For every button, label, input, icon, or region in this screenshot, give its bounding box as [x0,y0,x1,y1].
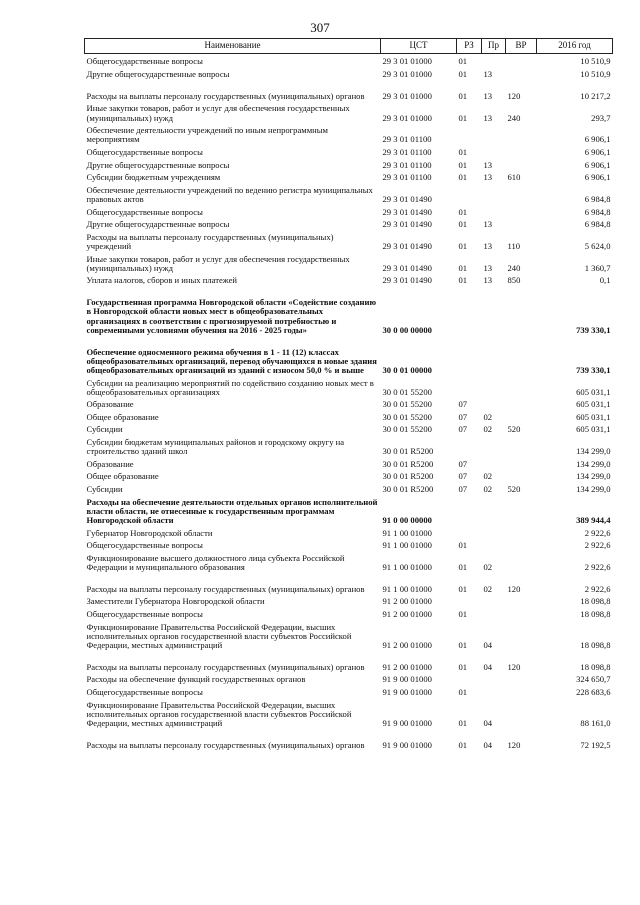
row-name: Функционирование Правительства Российской Федерации, высших исполнительных органов государственной власти субъектов Российской Федерации, местных администраций [86,621,352,651]
row-amount: 6 906,1 [584,146,611,157]
row-rz-code: 01 [458,583,468,594]
table-row [85,672,613,685]
row-name: Общегосударственные вопросы [86,206,203,217]
row-pr-code: 13 [483,240,493,251]
column-header-year: 2016 год [537,39,613,54]
row-amount: 10 217,2 [580,90,611,101]
row-name: Губернатор Новгородской области [86,527,213,538]
row-name: Образование [86,399,134,410]
row-amount: 18 098,8 [580,596,611,607]
row-cst-code: 91 2 00 01000 [382,640,432,651]
table-row [85,456,613,469]
row-amount: 605 031,1 [576,386,611,397]
row-vr-code [506,594,537,607]
row-name: Субсидии бюджетам муниципальных районов и городскому округу на строительство зданий школ [86,437,345,457]
row-rz-code: 01 [458,206,468,217]
row-pr-code: 02 [483,471,493,482]
row-name: Общее образование [86,471,159,482]
row-pr-code: 04 [483,718,493,729]
table-row [85,728,613,750]
row-cst-code: 30 0 00 00000 [382,324,432,335]
row-name: Общегосударственные вопросы [86,687,203,698]
row-name: Заместители Губернатора Новгородской области [86,596,265,607]
row-pr-code: 13 [483,219,493,230]
page-number: 307 [310,20,330,35]
row-pr-code [482,145,506,158]
row-rz-code: 01 [458,718,468,729]
row-pr-code: 04 [483,661,493,672]
table-row [85,650,613,672]
row-rz-code: 07 [458,471,468,482]
row-name: Другие общегосударственные вопросы [86,219,230,230]
row-name: Образование [86,458,134,469]
row-rz-code: 01 [458,262,468,273]
row-vr-code [506,607,537,620]
row-pr-code: 04 [483,739,493,750]
row-cst-code: 91 9 00 01000 [382,674,432,685]
row-name: Субсидии на реализацию мероприятий по содействию созданию новых мест в общеобразовательных организациях [86,377,374,397]
row-amount: 389 944,4 [576,515,611,526]
table-row [85,607,613,620]
row-amount: 739 330,1 [576,324,611,335]
row-rz-code [457,182,482,204]
row-cst-code: 30 0 01 R5200 [382,446,434,457]
row-cst-code: 30 0 01 55200 [382,411,432,422]
row-name: Уплата налогов, сборов и иных платежей [86,275,238,286]
row-pr-code: 13 [483,90,493,101]
column-header-rz: РЗ [457,39,482,54]
row-amount: 134 299,0 [576,458,611,469]
row-amount: 134 299,0 [576,471,611,482]
row-rz-code: 01 [458,540,468,551]
row-name: Государственная программа Новгородской области «Содействие созданию в Новгородской области новых мест в общеобразовательных организациях в соответствии с прогнозируемой потребностью и современными условиями обучения на 2016 - 2025 годы» [86,297,377,335]
row-name: Субсидии бюджетным учреждениям [86,172,221,183]
row-amount: 605 031,1 [576,411,611,422]
row-rz-code: 01 [458,640,468,651]
row-vr-code [506,145,537,158]
row-name: Расходы на выплаты персоналу государственных (муниципальных) органов [86,90,365,101]
row-pr-code [482,494,506,525]
row-cst-code: 30 0 01 00000 [382,364,432,375]
row-amount: 88 161,0 [580,718,611,729]
row-amount: 6 984,8 [584,193,611,204]
column-header-vr: ВР [506,39,537,54]
row-vr-code [506,335,537,375]
row-rz-code [457,335,482,375]
row-pr-code [482,375,506,397]
row-rz-code: 01 [458,112,468,123]
row-amount: 324 650,7 [576,674,611,685]
row-vr-code: 610 [507,172,521,183]
table-row [85,170,613,183]
row-pr-code: 13 [483,172,493,183]
table-row [85,697,613,728]
table-row [85,685,613,698]
column-header-pr: Пр [482,39,506,54]
table-row [85,79,613,101]
row-vr-code [506,538,537,551]
table-row [85,101,613,123]
row-pr-code: 02 [483,583,493,594]
row-amount: 10 510,9 [580,56,611,67]
row-cst-code: 91 9 00 01000 [382,718,432,729]
row-amount: 2 922,6 [584,562,611,573]
row-cst-code: 29 3 01 01100 [382,134,432,145]
row-rz-code: 01 [458,739,468,750]
row-vr-code [506,157,537,170]
row-pr-code [482,435,506,457]
table-body [85,54,613,751]
row-pr-code [482,335,506,375]
table-row [85,54,613,67]
row-amount: 6 906,1 [584,172,611,183]
row-vr-code [506,54,537,67]
table-row [85,123,613,145]
row-name: Иные закупки товаров, работ и услуг для обеспечения государственных (муниципальных) нужд [86,253,350,273]
row-amount: 6 984,8 [584,206,611,217]
row-pr-code [482,204,506,217]
row-amount: 228 683,6 [576,687,611,698]
row-pr-code: 13 [483,68,493,79]
table-row [85,482,613,495]
row-amount: 134 299,0 [576,446,611,457]
row-amount: 0,1 [599,275,611,286]
row-vr-code: 120 [507,661,521,672]
row-vr-code: 850 [507,275,521,286]
table-row [85,204,613,217]
row-cst-code: 91 9 00 01000 [382,739,432,750]
row-vr-code: 520 [507,424,521,435]
row-cst-code: 29 3 01 01000 [382,112,432,123]
row-name: Общегосударственные вопросы [86,146,203,157]
row-vr-code [506,435,537,457]
row-cst-code: 91 1 00 01000 [382,527,432,538]
row-pr-code: 13 [483,262,493,273]
row-rz-code: 01 [458,661,468,672]
row-cst-code: 91 1 00 01000 [382,562,432,573]
table-row [85,335,613,375]
row-rz-code: 01 [458,219,468,230]
row-amount: 293,7 [591,112,611,123]
row-rz-code [457,123,482,145]
row-amount: 2 922,6 [584,583,611,594]
row-rz-code: 07 [458,484,468,495]
table-row [85,538,613,551]
row-pr-code [482,182,506,204]
row-name: Субсидии [86,484,123,495]
row-pr-code [482,286,506,335]
row-cst-code: 29 3 01 01490 [382,219,432,230]
row-pr-code [482,397,506,410]
row-pr-code [482,672,506,685]
row-vr-code [506,697,537,728]
row-vr-code [506,67,537,80]
row-rz-code [457,494,482,525]
row-name: Обеспечение деятельности учреждений по ведению регистра муниципальных правовых актов [86,184,373,204]
table-row [85,273,613,286]
row-vr-code [506,456,537,469]
row-cst-code: 30 0 01 55200 [382,399,432,410]
table-row [85,217,613,230]
row-cst-code: 29 3 01 01000 [382,68,432,79]
row-name: Общегосударственные вопросы [86,540,203,551]
row-rz-code: 07 [458,411,468,422]
row-amount: 1 360,7 [584,262,611,273]
table-row [85,572,613,594]
row-rz-code [457,594,482,607]
column-header-name: Наименование [85,39,381,54]
row-vr-code [506,550,537,572]
row-vr-code [506,123,537,145]
row-name: Расходы на обеспечение функций государственных органов [86,674,306,685]
row-rz-code: 07 [458,424,468,435]
row-amount: 5 624,0 [584,240,611,251]
row-amount: 72 192,5 [580,739,611,750]
row-vr-code: 120 [507,583,521,594]
table-row [85,182,613,204]
table-row [85,594,613,607]
row-pr-code: 02 [483,424,493,435]
row-name: Функционирование высшего должностного лица субъекта Российской Федерации и муниципального образования [86,552,345,573]
row-vr-code: 120 [507,90,521,101]
row-cst-code: 91 1 00 01000 [382,583,432,594]
row-amount: 10 510,9 [580,68,611,79]
row-cst-code: 30 0 01 R5200 [382,484,434,495]
row-name: Субсидии [86,424,123,435]
row-rz-code: 01 [458,159,468,170]
row-rz-code: 01 [458,90,468,101]
row-cst-code: 29 3 01 01490 [382,240,432,251]
row-pr-code [482,538,506,551]
row-cst-code: 30 0 01 R5200 [382,458,434,469]
table-header-row [85,39,613,54]
row-rz-code: 01 [458,275,468,286]
row-pr-code: 13 [483,275,493,286]
table-row [85,67,613,80]
row-name: Расходы на выплаты персоналу государственных (муниципальных) органов [86,739,365,750]
row-amount: 6 906,1 [584,134,611,145]
row-rz-code [457,286,482,335]
table-row [85,619,613,650]
row-name: Другие общегосударственные вопросы [86,159,230,170]
row-pr-code: 02 [483,411,493,422]
row-vr-code: 520 [507,484,521,495]
row-cst-code: 30 0 01 55200 [382,424,432,435]
row-pr-code [482,594,506,607]
row-cst-code: 29 3 01 01490 [382,275,432,286]
row-amount: 6 906,1 [584,159,611,170]
row-amount: 605 031,1 [576,424,611,435]
row-amount: 18 098,8 [580,640,611,651]
row-vr-code [506,182,537,204]
row-name: Расходы на выплаты персоналу государственных (муниципальных) органов [86,583,365,594]
row-rz-code: 01 [458,609,468,620]
row-cst-code: 91 2 00 01000 [382,609,432,620]
row-cst-code: 29 3 01 01490 [382,206,432,217]
row-cst-code: 29 3 01 01000 [382,90,432,101]
row-cst-code: 30 0 01 55200 [382,386,432,397]
row-rz-code: 07 [458,458,468,469]
row-cst-code: 91 2 00 01000 [382,661,432,672]
row-amount: 18 098,8 [580,661,611,672]
row-amount: 18 098,8 [580,609,611,620]
row-vr-code: 120 [507,739,521,750]
row-pr-code [482,54,506,67]
row-name: Другие общегосударственные вопросы [86,68,230,79]
column-header-cst: ЦСТ [381,39,457,54]
row-amount: 2 922,6 [584,540,611,551]
row-rz-code [457,375,482,397]
table-row [85,157,613,170]
row-pr-code [482,456,506,469]
row-rz-code: 01 [458,146,468,157]
row-name: Иные закупки товаров, работ и услуг для обеспечения государственных (муниципальных) нужд [86,103,350,123]
row-vr-code [506,410,537,423]
row-pr-code [482,685,506,698]
row-rz-code: 01 [458,172,468,183]
row-vr-code [506,494,537,525]
table-row [85,145,613,158]
row-name: Общегосударственные вопросы [86,609,203,620]
row-pr-code: 13 [483,112,493,123]
row-vr-code [506,525,537,538]
row-pr-code: 02 [483,562,493,573]
row-name: Расходы на выплаты персоналу государственных (муниципальных) органов [86,661,365,672]
table-row [85,397,613,410]
row-cst-code: 30 0 01 R5200 [382,471,434,482]
table-row [85,469,613,482]
row-rz-code [457,525,482,538]
row-cst-code: 91 0 00 00000 [382,515,432,526]
row-vr-code [506,397,537,410]
budget-table [84,38,613,750]
table-row [85,525,613,538]
row-rz-code: 07 [458,399,468,410]
table-row [85,251,613,273]
row-vr-code [506,469,537,482]
row-pr-code [482,123,506,145]
table-row [85,410,613,423]
row-vr-code: 110 [507,240,521,251]
table-row [85,422,613,435]
row-rz-code: 01 [458,687,468,698]
row-cst-code: 29 3 01 01100 [382,159,432,170]
table-row [85,375,613,397]
row-cst-code: 91 2 00 01000 [382,596,432,607]
row-vr-code [506,672,537,685]
row-name: Расходы на выплаты персоналу государственных (муниципальных) учреждений [86,231,334,251]
table-row [85,229,613,251]
row-cst-code: 29 3 01 01000 [382,56,432,67]
row-cst-code: 29 3 01 01490 [382,262,432,273]
row-vr-code: 240 [507,112,521,123]
row-rz-code: 01 [458,240,468,251]
table-row [85,494,613,525]
row-rz-code: 01 [458,562,468,573]
row-vr-code [506,619,537,650]
table-row [85,550,613,572]
row-cst-code: 91 1 00 01000 [382,540,432,551]
row-pr-code [482,607,506,620]
row-vr-code [506,217,537,230]
row-amount: 134 299,0 [576,484,611,495]
row-amount: 2 922,6 [584,527,611,538]
row-cst-code: 29 3 01 01100 [382,172,432,183]
row-rz-code [457,672,482,685]
row-amount: 6 984,8 [584,219,611,230]
row-name: Обеспечение односменного режима обучения в 1 - 11 (12) классах общеобразовательных организаций, перевод обучающихся в новые здания общеобразовательных организаций из зданий с износом 50,0 % и выше [86,346,377,375]
table-row [85,286,613,335]
row-cst-code: 29 3 01 01490 [382,193,432,204]
table-row [85,435,613,457]
row-rz-code: 01 [458,68,468,79]
row-vr-code [506,204,537,217]
row-cst-code: 29 3 01 01100 [382,146,432,157]
row-pr-code: 13 [483,159,493,170]
row-rz-code: 01 [458,56,468,67]
row-vr-code [506,685,537,698]
row-amount: 739 330,1 [576,364,611,375]
row-pr-code: 02 [483,484,493,495]
row-name: Расходы на обеспечение деятельности отдельных органов исполнительной власти области, не отнесенные к государственным программам Новгородской области [86,496,378,526]
row-vr-code [506,375,537,397]
row-rz-code [457,435,482,457]
row-name: Общегосударственные вопросы [86,56,203,67]
row-pr-code: 04 [483,640,493,651]
row-name: Обеспечение деятельности учреждений по иным непрограммным мероприятиям [86,125,328,145]
row-cst-code: 91 9 00 01000 [382,687,432,698]
row-name: Функционирование Правительства Российской Федерации, высших исполнительных органов государственной власти субъектов Российской Федерации, местных администраций [86,699,352,729]
row-vr-code: 240 [507,262,521,273]
row-pr-code [482,525,506,538]
row-vr-code [506,286,537,335]
row-name: Общее образование [86,411,159,422]
row-amount: 605 031,1 [576,399,611,410]
